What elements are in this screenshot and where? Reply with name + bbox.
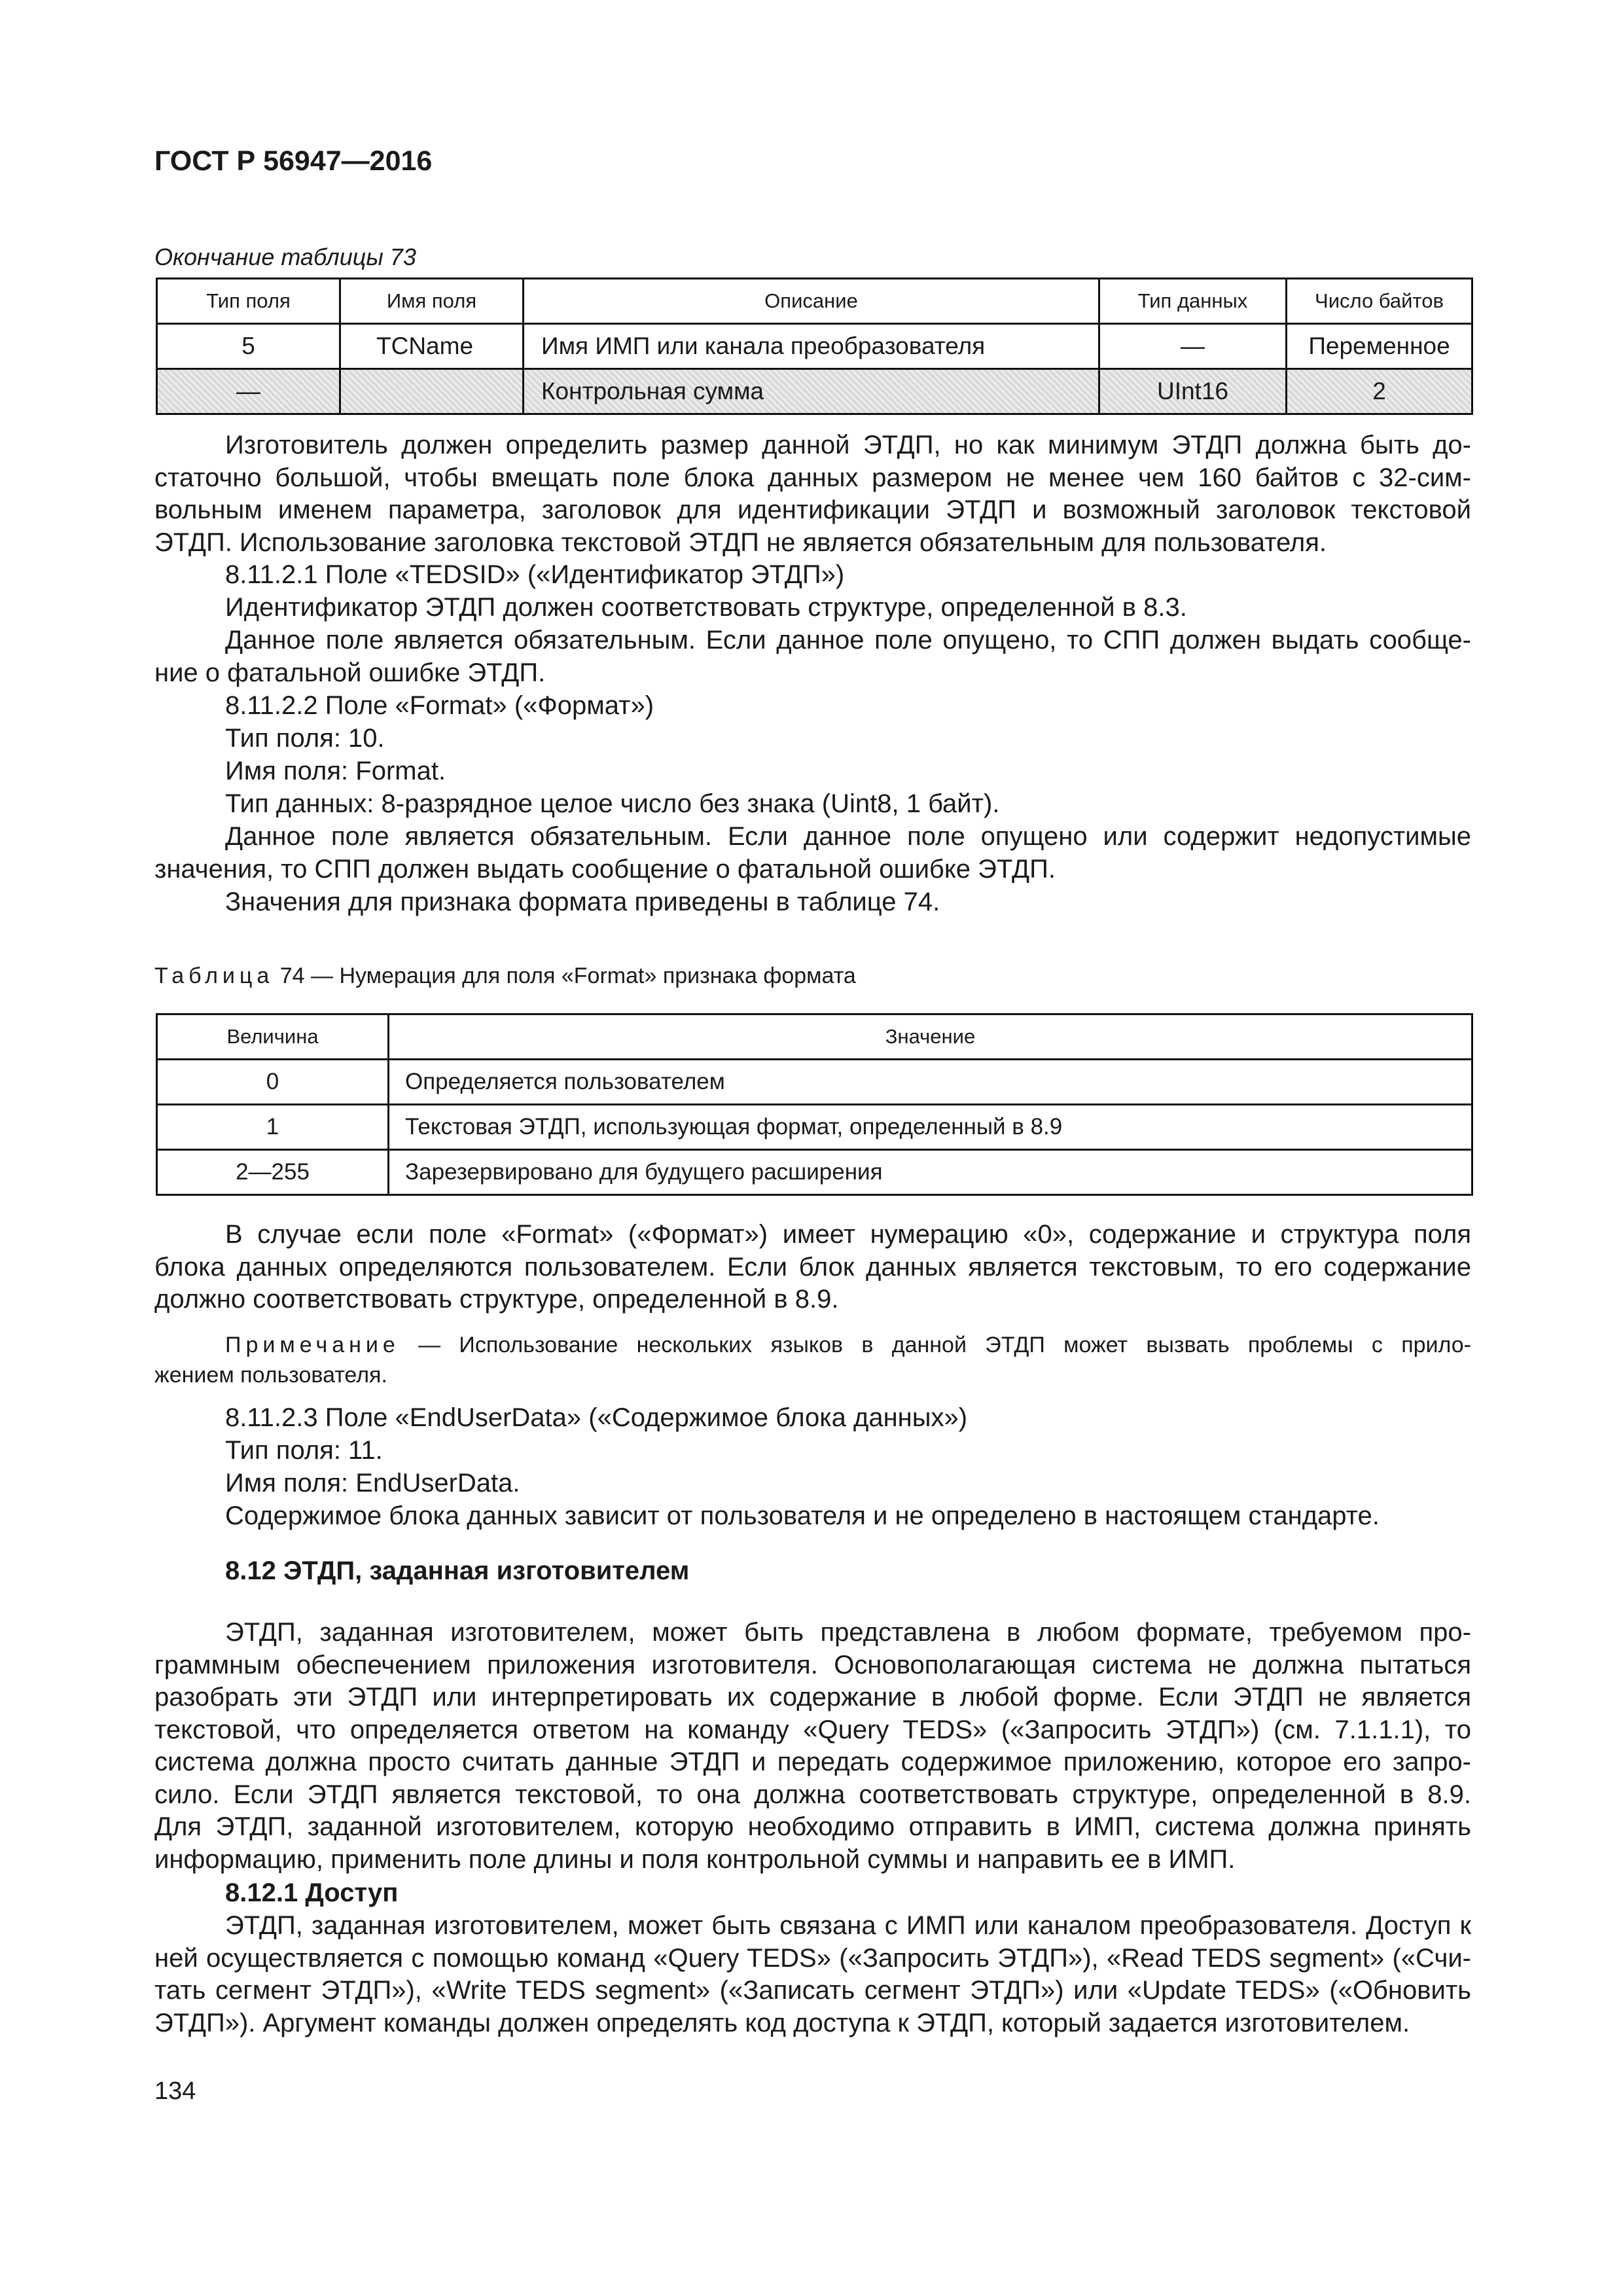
section-heading-8-12-1: 8.12.1 Доступ	[225, 1878, 399, 1907]
text-line: ЭТДП, заданная изготовителем, может быть связана с ИМП или каналом преобразователя. Доступ к	[225, 1911, 1471, 1940]
column-header: Значение	[389, 1014, 1472, 1060]
text-line: ней осуществляется с помощью команд «Query TEDS» («Запросить ЭТДП»), «Read TEDS segment» («Счи-	[154, 1943, 1471, 1973]
table-cell: 5	[157, 324, 340, 369]
text-line: блока данных определяются пользователем. Если блок данных является текстовым, то его содержание	[154, 1252, 1471, 1282]
paragraph-format-zero	[154, 1219, 1471, 1316]
table-cell: Переменное	[1287, 324, 1472, 369]
paragraph-mandatory-format	[154, 821, 1471, 886]
section-title-8-11-2-1: 8.11.2.1 Поле «TEDSID» («Идентификатор ЭТДП»)	[225, 560, 845, 589]
text-line: система должна просто считать данные ЭТДП и передать содержимое приложению, которое его запро-	[154, 1748, 1471, 1776]
text-line: Для ЭТДП, заданной изготовителем, которую необходимо отправить в ИМП, система должна принять	[154, 1812, 1471, 1841]
text-line: значения, то СПП должен выдать сообщение о фатальной ошибке ЭТДП.	[154, 854, 1056, 884]
table-row-checksum	[157, 369, 1472, 414]
table-row	[157, 324, 1472, 369]
table-cell: 2	[1287, 369, 1472, 414]
text-line: ЭТДП. Использование заголовка текстовой ЭТДП не является обязательным для пользователя.	[154, 528, 1327, 557]
table-cell: 0	[157, 1060, 389, 1105]
table-cell	[340, 369, 524, 414]
table-cell: TCName	[340, 324, 524, 369]
note	[154, 1330, 1471, 1390]
text-line: ние о фатальной ошибке ЭТДП.	[154, 658, 546, 687]
table-cell: Имя ИМП или канала преобразователя	[524, 324, 1099, 369]
table-row	[157, 1060, 1472, 1105]
paragraph-8-12	[154, 1617, 1471, 1876]
column-header: Тип данных	[1099, 279, 1287, 324]
table74-caption	[154, 963, 856, 989]
text-line: В случае если поле «Format» («Формат») имеет нумерацию «0», содержание и структура поля	[225, 1220, 1471, 1249]
text-line: граммным обеспечением приложения изготовителя. Основополагающая система не должна пытаться	[154, 1650, 1471, 1679]
text-line: текстовой, что определяется ответом на команду «Query TEDS» («Запросить ЭТДП») (см. 7.1.1.1), то	[154, 1715, 1471, 1744]
field-name-line: Имя поля: Format.	[225, 757, 446, 785]
data-type-line: Тип данных: 8-разрядное целое число без знака (Uint8, 1 байт).	[225, 789, 1000, 818]
column-header: Величина	[157, 1014, 389, 1060]
field-name-line: Имя поля: EndUserData.	[225, 1469, 520, 1498]
page-number: 134	[154, 2077, 196, 2105]
section-title-8-11-2-3: 8.11.2.3 Поле «EndUserData» («Содержимое блока данных»)	[225, 1403, 968, 1432]
text-line: разобрать эти ЭТДП или интерпретировать их содержание в любой форме. Если ЭТДП не является	[154, 1683, 1471, 1712]
note-line: жением пользователя.	[154, 1363, 387, 1388]
note-label: Примечание	[225, 1333, 400, 1357]
paragraph-8-12-1	[154, 1910, 1471, 2039]
table-cell: Определяется пользователем	[389, 1060, 1472, 1105]
note-line	[154, 1330, 1471, 1360]
table-cell: Контрольная сумма	[524, 369, 1099, 414]
text-line: ЭТДП, заданная изготовителем, может быть представлена в любом формате, требуемом про-	[225, 1618, 1471, 1647]
text-line: Данное поле является обязательным. Если данное поле опущено, то СПП должен выдать сообще-	[225, 626, 1471, 655]
standard-id-header: ГОСТ Р 56947—2016	[154, 145, 433, 177]
section-heading-8-12: 8.12 ЭТДП, заданная изготовителем	[225, 1556, 690, 1585]
table-73	[156, 278, 1473, 415]
table74-caption-prefix: Таблица	[154, 963, 274, 988]
column-header: Имя поля	[340, 279, 524, 324]
content-line: Содержимое блока данных зависит от пользователя и не определено в настоящем стандарте.	[225, 1501, 1380, 1530]
text-line: Изготовитель должен определить размер данной ЭТДП, но как минимум ЭТДП должна быть до-	[225, 431, 1471, 459]
table-cell: Текстовая ЭТДП, использующая формат, определенный в 8.9	[389, 1105, 1472, 1150]
text-line: информацию, применить поле длины и поля контрольной суммы и направить ее в ИМП.	[154, 1844, 1236, 1874]
table-cell: 1	[157, 1105, 389, 1150]
table-cell: UInt16	[1099, 369, 1287, 414]
text-line: должно соответствовать структуре, определенной в 8.9.	[154, 1285, 839, 1314]
column-header: Тип поля	[157, 279, 340, 324]
text-line: тать сегмент ЭТДП»), «Write TEDS segment» («Записать сегмент ЭТДП») или «Update TEDS» («Обновить	[154, 1976, 1471, 2005]
table-74	[156, 1013, 1473, 1196]
text-line: ЭТДП»). Аргумент команды должен определять код доступа к ЭТДП, который задается изготовителем.	[154, 2008, 1410, 2037]
text-line: сило. Если ЭТДП является текстовой, то она должна соответствовать структуре, определенной в 8.9.	[154, 1780, 1471, 1809]
column-header: Число байтов	[1287, 279, 1472, 324]
paragraph-mandatory	[154, 624, 1471, 689]
table-row	[157, 1105, 1472, 1150]
text-line: Данное поле является обязательным. Если данное поле опущено или содержит недопустимые	[225, 822, 1471, 851]
table-header-row	[157, 279, 1472, 324]
column-header: Описание	[524, 279, 1099, 324]
table-header-row	[157, 1014, 1472, 1060]
text-line: статочно большой, чтобы вмещать поле блока данных размером не менее чем 160 байтов с 32-сим-	[154, 463, 1471, 492]
field-type-line: Тип поля: 11.	[225, 1436, 383, 1465]
text-line: вольным именем параметра, заголовок для идентификации ЭТДП и возможный заголовок текстовой	[154, 495, 1471, 524]
note-text: — Использование нескольких языков в данной ЭТДП может вызвать проблемы с прило-	[399, 1333, 1471, 1357]
table-row	[157, 1150, 1472, 1195]
field-type-line: Тип поля: 10.	[225, 724, 385, 753]
table74-caption-text: 74 — Нумерация для поля «Format» признака формата	[274, 963, 856, 988]
table73-continuation-caption: Окончание таблицы 73	[154, 243, 416, 270]
section-title-8-11-2-2: 8.11.2.2 Поле «Format» («Формат»)	[225, 691, 654, 720]
section-text: Идентификатор ЭТДП должен соответствовать структуре, определенной в 8.3.	[225, 593, 1187, 622]
table-cell: 2—255	[157, 1150, 389, 1195]
table-cell: —	[1099, 324, 1287, 369]
paragraph-teds-size	[154, 429, 1471, 559]
values-reference-line: Значения для признака формата приведены в таблице 74.	[225, 888, 940, 916]
table-cell: —	[157, 369, 340, 414]
table-cell: Зарезервировано для будущего расширения	[389, 1150, 1472, 1195]
